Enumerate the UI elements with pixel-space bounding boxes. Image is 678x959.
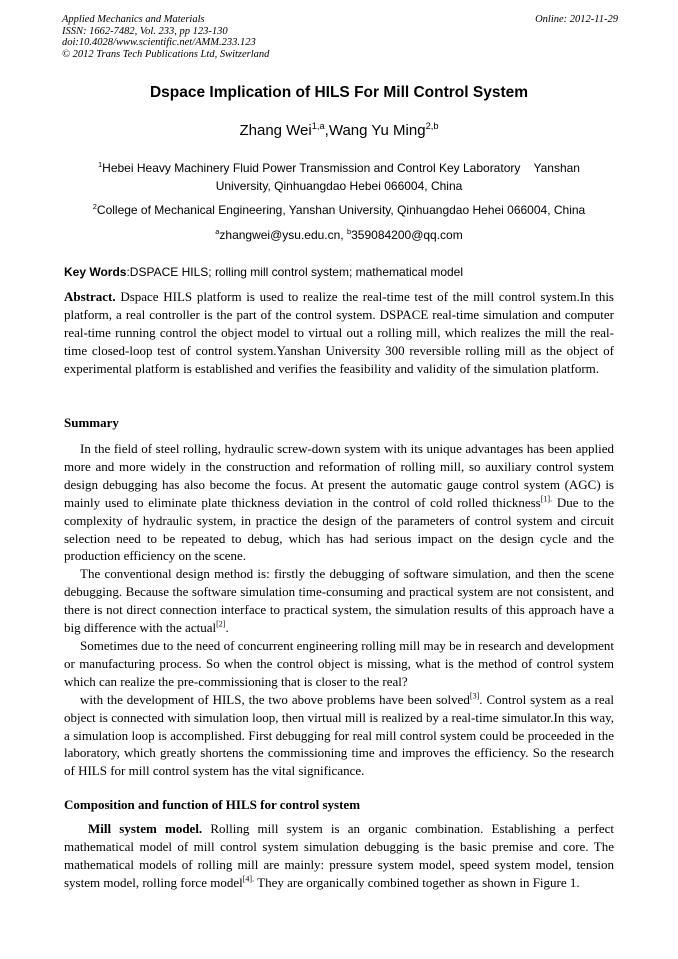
affiliation-2: [40, 201, 638, 219]
journal-header: [62, 14, 618, 60]
section-heading-summary: Summary: [64, 415, 119, 430]
journal-name: Applied Mechanics and Materials: [62, 14, 205, 25]
affil-mark: 2: [92, 202, 97, 211]
doi-line: doi:10.4028/www.scientific.net/AMM.233.123: [62, 37, 256, 48]
email-link[interactable]: 359084200@qq.com: [351, 228, 463, 242]
citation-ref[interactable]: [2]: [216, 619, 226, 629]
email-link[interactable]: zhangwei@ysu.edu.cn,: [219, 228, 347, 242]
section-heading-composition: Composition and function of HILS for control system: [64, 797, 361, 812]
composition-section: [64, 820, 624, 892]
keywords: [64, 265, 463, 279]
email-mark: b: [346, 227, 352, 236]
affiliation-1: [70, 159, 608, 195]
copyright-line: © 2012 Trans Tech Publications Ltd, Switzerland: [62, 48, 270, 60]
citation-ref[interactable]: [3]: [469, 691, 480, 701]
keywords-label: Key Words: [64, 265, 127, 279]
author-affil-mark: 1,a: [311, 121, 325, 131]
citation-ref[interactable]: [1].: [540, 494, 553, 504]
subsection-label: Mill system model.: [88, 821, 203, 836]
affil-text: University, Qinhuangdao Hebei 066004, China: [215, 179, 463, 193]
affil-text: College of Mechanical Engineering, Yanshan University, Qinhuangdao Hehei 066004, China: [96, 203, 586, 217]
author-affil-mark: 2,b: [425, 121, 439, 131]
author-name: Zhang Wei: [239, 122, 312, 139]
author-list: [0, 122, 678, 139]
paragraph: Sometimes due to the need of concurrent engineering rolling mill may be in research and development or manufacturing process. So when the control object is missing, what is the method of control system which can realize the pre-commissioning that is closer to the real?: [64, 637, 614, 689]
online-date: Online: 2012-11-29: [535, 14, 618, 25]
paragraph: In the field of steel rolling, hydraulic screw-down system with its unique advantages has been applied more and more widely in the construction and reformation of rolling mill, so auxiliary control system design debugging has also become the focus. At present the automatic gauge control system (AGC) is mainly used to eliminate plate thickness deviation in the control of cold rolled thickness$^{[1].}$ Due to the complexity of hydraulic system, in practice the design of the parameters of control system and circuit selection need to be repeated to debug, which has had serious impact on the design cycle and the production efficiency on the scene.: [64, 441, 614, 564]
paragraph: The conventional design method is: firstly the debugging of software simulation, and then the scene debugging. Because the software simulation time-consuming and practical system are not consistent, and there is not direct connection interface to practical system, the simulation results of this approach have a big difference with the actual[2].: [64, 566, 614, 636]
issn-line: ISSN: 1662-7482, Vol. 233, pp 123-130: [62, 25, 228, 37]
author-emails: [70, 226, 608, 244]
abstract-label: Abstract.: [64, 289, 116, 304]
affil-text: Hebei Heavy Machinery Fluid Power Transmission and Control Key Laboratory Yanshan: [102, 161, 580, 175]
author-separator: ,: [324, 122, 329, 139]
paper-title: Dspace Implication of HILS For Mill Control System: [149, 84, 529, 101]
citation-ref[interactable]: [4].: [242, 874, 255, 884]
affil-mark: 1: [98, 160, 103, 169]
paragraph: Mill system model. Rolling mill system is an organic combination. Establishing a perfect mathematical model of mill control system simulation debugging is the basic premise and core. The mathematical models of rolling mill are mainly: pressure system model, speed system model, tension system model, rolling force model$^{[4].}$ They are organically combined together as shown in Figure 1.: [64, 821, 624, 890]
summary-section: [64, 440, 614, 780]
abstract-text: Dspace HILS platform is used to realize the real-time test of the mill control system.In this platform, a real controller is the part of the control system. DSPACE real-time simulation and computer real-time running control the object model to virtual out a rolling mill, which realizes the mill the real-time closed-loop test of control system.Yanshan University 300 reversible rolling mill as the object of experimental platform is established and verifies the feasibility and validity of the simulation platform.: [64, 289, 614, 376]
author-name: Wang Yu Ming: [328, 122, 426, 139]
paragraph: with the development of HILS, the two above problems have been solved[3]. Control system as a real object is connected with simulation loop, then virtual mill is realized by a real-time simulator.In this way, a simulation loop is accomplished. First debugging for real mill control system could be proceeded in the laboratory, which greatly shortens the commissioning time and improves the efficiency. So the research of HILS for mill control system has the vital significance.: [64, 691, 614, 779]
email-mark: a: [215, 227, 220, 236]
abstract: [64, 288, 614, 378]
keywords-text: :DSPACE HILS; rolling mill control system; mathematical model: [126, 265, 464, 279]
